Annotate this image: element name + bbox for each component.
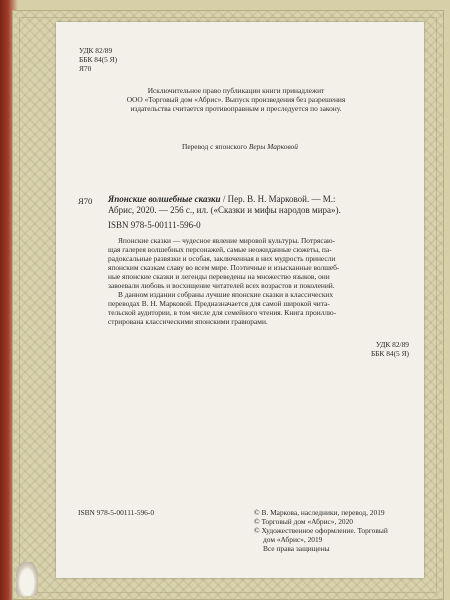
translator-prefix: Перевод с японского: [181, 142, 249, 151]
annotation-line: японским сказкам славу во всем мире. Поэтичные и изысканные волшеб-: [108, 263, 340, 272]
annotation-line: тельской аудитории, в том числе для семейного чтения. Книга проиллю-: [108, 308, 337, 317]
annotation-line: завоевали любовь и восхищение читателей всех возрастов и поколений.: [108, 281, 335, 290]
annotation-paragraph-1: [108, 236, 410, 290]
annotation-line: ные японские сказки и легенды переведены на множество языков, они: [108, 272, 330, 281]
header-codes: [79, 46, 117, 73]
annotation-line: стрирована классическими японскими гравюрами.: [108, 317, 268, 326]
copyright-line: дом «Абрис», 2019: [263, 535, 323, 544]
copyright-line: © В. Маркова, наследники, перевод, 2019: [254, 508, 385, 517]
book-title: Японские волшебные сказки: [108, 194, 221, 204]
isbn-bottom: ISBN 978-5-00111-596-0: [78, 508, 155, 517]
imprint-page: [56, 22, 424, 578]
udk-code-right: УДК 82/89: [375, 340, 409, 349]
bbk-code: ББК 84(5 Я): [79, 55, 118, 64]
copyright-line: © Торговый дом «Абрис», 2020: [254, 517, 353, 526]
rights-line: Исключительное право публикации книги принадлежит: [147, 86, 325, 95]
rights-notice: [86, 86, 386, 113]
bbk-code-right: ББК 84(5 Я): [370, 349, 409, 358]
annotation-line: Японские сказки — чудесное явление мировой культуры. Потрясаю-: [118, 236, 335, 245]
decorative-ornament: [16, 562, 38, 596]
catalog-rest: / Пер. В. Н. Марковой. — М.:: [220, 194, 336, 204]
isbn-main: ISBN 978-5-00111-596-0: [108, 220, 201, 230]
annotation-paragraph-2: [108, 290, 410, 326]
catalog-code: Я70: [78, 196, 93, 206]
copyright-line: Все права защищены: [263, 544, 330, 553]
rights-line: издательства считается противоправным и преследуется по закону.: [130, 104, 342, 113]
annotation-line: радоксальные развязки и особая, заключенная в них мудрость принесли: [108, 254, 336, 263]
catalog-entry: [108, 194, 408, 216]
author-sign: Я70: [79, 64, 92, 73]
rights-line: ООО «Торговый дом «Абрис». Выпуск произведения без разрешения: [126, 95, 346, 104]
udk-code: УДК 82/89: [79, 46, 113, 55]
annotation-line: В данном издании собраны лучшие японские сказки в классических: [118, 290, 334, 299]
annotation-line: переводах В. Н. Марковой. Предназначается для самой широкой чита-: [108, 299, 330, 308]
catalog-line2: Абрис, 2020. — 256 с., ил. («Сказки и мифы народов мира»).: [108, 205, 341, 215]
right-codes: [352, 340, 409, 358]
annotation: [108, 236, 410, 326]
translator-line: [56, 142, 424, 151]
translator-name: Веры Марковой: [248, 142, 298, 151]
annotation-line: щая галерея волшебных персонажей, самые неожиданные сюжеты, па-: [108, 245, 332, 254]
copyright-line: © Художественное оформление. Торговый: [254, 526, 388, 535]
copyright-block: [254, 508, 414, 553]
